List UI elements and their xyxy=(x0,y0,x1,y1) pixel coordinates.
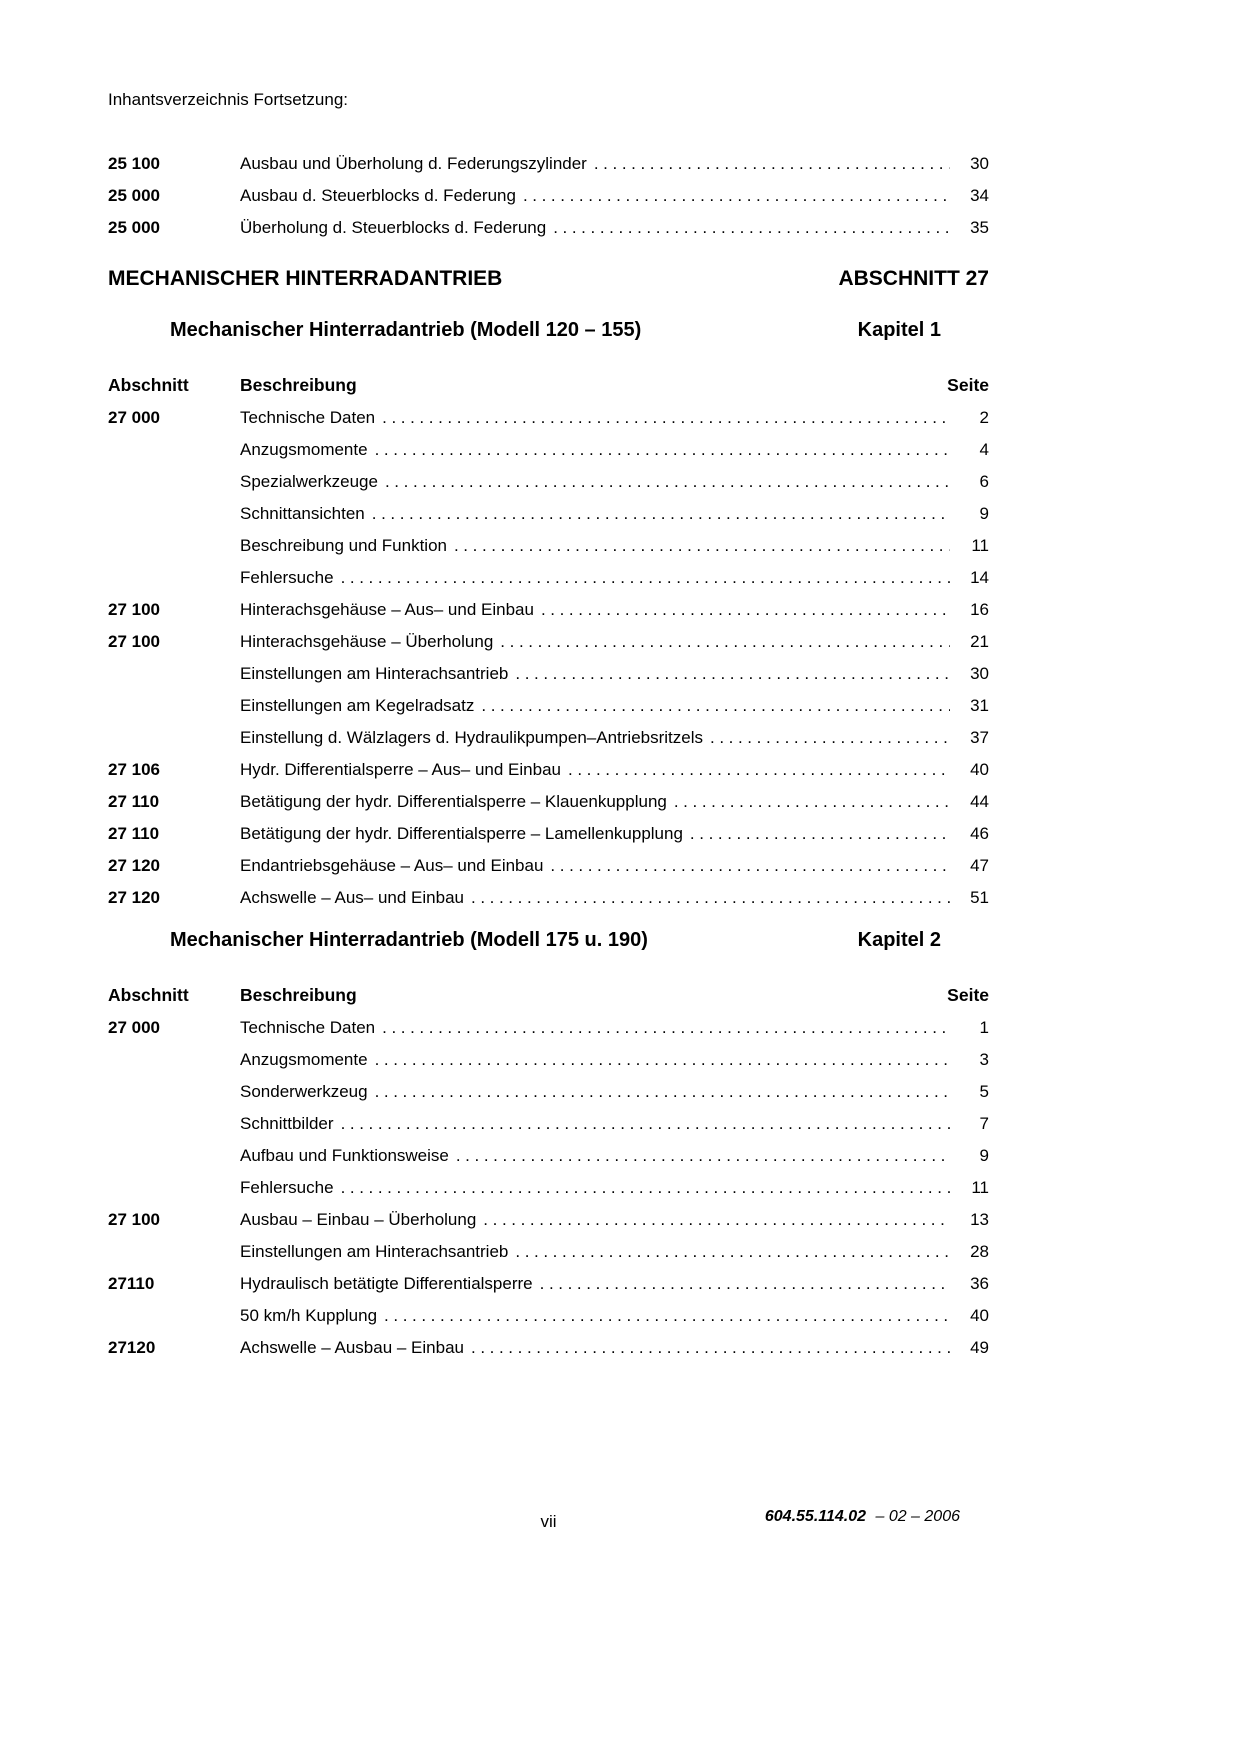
page-number: 40 xyxy=(970,760,989,779)
toc-row xyxy=(108,1172,989,1204)
column-header-beschreibung: Beschreibung xyxy=(240,985,357,1005)
entry-description: Schnittansichten xyxy=(240,504,365,523)
toc-row xyxy=(108,1012,989,1044)
page-number: 40 xyxy=(970,1306,989,1325)
chapter-1-column-headers xyxy=(108,368,989,402)
section-code: 25 000 xyxy=(108,186,160,205)
entry-description: Aufbau und Funktionsweise xyxy=(240,1146,449,1165)
page-number: 21 xyxy=(970,632,989,651)
dot-leader xyxy=(341,562,950,594)
doc-reference xyxy=(765,1508,960,1526)
toc-row xyxy=(108,722,989,754)
toc-row xyxy=(108,1076,989,1108)
page-number: 30 xyxy=(970,664,989,683)
page-number: 47 xyxy=(970,856,989,875)
page-number: 11 xyxy=(971,536,989,555)
entry-description: Einstellungen am Kegelradsatz xyxy=(240,696,475,715)
toc-row xyxy=(108,850,989,882)
page-number: 49 xyxy=(970,1338,989,1357)
entry-description: Anzugsmomente xyxy=(240,440,368,459)
page-number: 6 xyxy=(979,472,989,491)
page-number: 9 xyxy=(979,1146,989,1165)
dot-leader xyxy=(382,402,950,434)
chapter-2-kapitel: Kapitel 2 xyxy=(857,929,941,951)
toc-row xyxy=(108,658,989,690)
section-code: 25 000 xyxy=(108,218,160,237)
page-number: 13 xyxy=(970,1210,989,1229)
toc-row xyxy=(108,1332,989,1364)
page-number: 37 xyxy=(970,728,989,747)
page-number: 1 xyxy=(979,1018,989,1037)
page-number: 31 xyxy=(970,696,989,715)
toc-row xyxy=(108,690,989,722)
entry-description: Fehlersuche xyxy=(240,568,334,587)
dot-leader xyxy=(500,626,950,658)
dot-leader xyxy=(454,530,950,562)
toc-intro-rows xyxy=(108,148,989,244)
page-number: 2 xyxy=(979,408,989,427)
toc-row xyxy=(108,1204,989,1236)
entry-description: Spezialwerkzeuge xyxy=(240,472,378,491)
dot-leader xyxy=(515,1236,950,1268)
section-code: 25 100 xyxy=(108,154,160,173)
entry-description: Achswelle – Aus– und Einbau xyxy=(240,888,464,907)
dot-leader xyxy=(372,498,950,530)
dot-leader xyxy=(471,1332,950,1364)
section-code: 27 100 xyxy=(108,600,160,619)
toc-row xyxy=(108,1044,989,1076)
entry-description: Einstellungen am Hinterachsantrieb xyxy=(240,1242,509,1261)
entry-description: Ausbau d. Steuerblocks d. Federung xyxy=(240,186,516,205)
toc-row xyxy=(108,818,989,850)
toc-row xyxy=(108,434,989,466)
entry-description: Anzugsmomente xyxy=(240,1050,368,1069)
entry-description: Ausbau und Überholung d. Federungszylinder xyxy=(240,154,587,173)
page-number: 46 xyxy=(970,824,989,843)
toc-row xyxy=(108,786,989,818)
page-number: 16 xyxy=(970,600,989,619)
section-code: 27120 xyxy=(108,1338,156,1357)
dot-leader xyxy=(384,1300,950,1332)
doc-reference-number: 604.55.114.02 xyxy=(764,1508,867,1525)
column-header-seite: Seite xyxy=(947,375,989,395)
dot-leader xyxy=(385,466,950,498)
toc-row xyxy=(108,882,989,914)
entry-description: Ausbau – Einbau – Überholung xyxy=(240,1210,477,1229)
toc-rows-chapter-1 xyxy=(108,402,989,914)
section-code: 27 100 xyxy=(108,1210,160,1229)
entry-description: Hydr. Differentialsperre – Aus– und Einbau xyxy=(240,760,561,779)
toc-row xyxy=(108,1140,989,1172)
chapter-1-heading xyxy=(108,318,989,342)
page-number: 35 xyxy=(970,218,989,237)
section-code: 27 000 xyxy=(108,1018,160,1037)
dot-leader xyxy=(515,658,950,690)
page-number: 44 xyxy=(970,792,989,811)
dot-leader xyxy=(375,434,950,466)
chapter-2-heading xyxy=(108,928,989,952)
entry-description: Technische Daten xyxy=(240,1018,376,1037)
page-number: 11 xyxy=(971,1178,989,1197)
dot-leader xyxy=(690,818,950,850)
chapter-1-title: Mechanischer Hinterradantrieb (Modell 120 – 155) xyxy=(170,319,642,341)
toc-row xyxy=(108,754,989,786)
column-header-seite: Seite xyxy=(947,985,989,1005)
entry-description: Einstellungen am Hinterachsantrieb xyxy=(240,664,509,683)
toc-rows-chapter-2 xyxy=(108,1012,989,1364)
page-number: 7 xyxy=(979,1114,989,1133)
toc-row xyxy=(108,562,989,594)
toc-continuation-label: Inhantsverzeichnis Fortsetzung: xyxy=(108,90,349,109)
dot-leader xyxy=(341,1172,950,1204)
dot-leader xyxy=(594,148,950,180)
dot-leader xyxy=(341,1108,950,1140)
toc-row xyxy=(108,530,989,562)
dot-leader xyxy=(674,786,950,818)
section-code: 27110 xyxy=(108,1274,155,1293)
page-number: 51 xyxy=(970,888,989,907)
entry-description: Endantriebsgehäuse – Aus– und Einbau xyxy=(240,856,544,875)
entry-description: Einstellung d. Wälzlagers d. Hydraulikpumpen–Antriebsritzels xyxy=(240,728,703,747)
entry-description: Hinterachsgehäuse – Überholung xyxy=(240,632,494,651)
page-number: 36 xyxy=(970,1274,989,1293)
toc-row xyxy=(108,466,989,498)
entry-description: Betätigung der hydr. Differentialsperre – Lamellenkupplung xyxy=(240,824,683,843)
toc-row xyxy=(108,148,989,180)
page-number: 5 xyxy=(979,1082,989,1101)
entry-description: Hydraulisch betätigte Differentialsperre xyxy=(240,1274,533,1293)
entry-description: Sonderwerkzeug xyxy=(240,1082,368,1101)
page-number: 14 xyxy=(970,568,989,587)
chapter-2-title: Mechanischer Hinterradantrieb (Modell 175 u. 190) xyxy=(170,929,648,951)
entry-description: 50 km/h Kupplung xyxy=(240,1306,378,1325)
dot-leader xyxy=(481,690,950,722)
section-code: 27 110 xyxy=(108,792,160,811)
chapter-1-kapitel: Kapitel 1 xyxy=(857,319,941,341)
dot-leader xyxy=(471,882,950,914)
column-header-abschnitt: Abschnitt xyxy=(108,985,189,1005)
section-number: ABSCHNITT 27 xyxy=(838,267,989,290)
entry-description: Betätigung der hydr. Differentialsperre – Klauenkupplung xyxy=(240,792,667,811)
toc-row xyxy=(108,594,989,626)
toc-row xyxy=(108,1236,989,1268)
dot-leader xyxy=(541,594,950,626)
dot-leader xyxy=(553,212,950,244)
dot-leader xyxy=(523,180,950,212)
section-title: MECHANISCHER HINTERRADANTRIEB xyxy=(108,267,503,290)
dot-leader xyxy=(375,1076,950,1108)
section-code: 27 106 xyxy=(108,760,160,779)
dot-leader xyxy=(540,1268,950,1300)
column-header-abschnitt: Abschnitt xyxy=(108,375,189,395)
entry-description: Achswelle – Ausbau – Einbau xyxy=(240,1338,464,1357)
page-folio: vii xyxy=(540,1512,557,1531)
column-header-beschreibung: Beschreibung xyxy=(240,375,357,395)
page-number: 3 xyxy=(979,1050,989,1069)
dot-leader xyxy=(483,1204,950,1236)
entry-description: Beschreibung und Funktion xyxy=(240,536,447,555)
entry-description: Hinterachsgehäuse – Aus– und Einbau xyxy=(240,600,534,619)
dot-leader xyxy=(456,1140,950,1172)
toc-row xyxy=(108,1108,989,1140)
dot-leader xyxy=(568,754,950,786)
page-number: 34 xyxy=(970,186,989,205)
page-number: 4 xyxy=(979,440,989,459)
chapter-2-column-headers xyxy=(108,978,989,1012)
section-code: 27 110 xyxy=(108,824,160,843)
dot-leader xyxy=(375,1044,950,1076)
toc-row xyxy=(108,212,989,244)
toc-row xyxy=(108,180,989,212)
toc-row xyxy=(108,626,989,658)
toc-row xyxy=(108,402,989,434)
document-page xyxy=(108,90,989,1364)
page-number: 28 xyxy=(970,1242,989,1261)
dot-leader xyxy=(550,850,950,882)
entry-description: Schnittbilder xyxy=(240,1114,334,1133)
toc-row xyxy=(108,1300,989,1332)
dot-leader xyxy=(710,722,950,754)
section-code: 27 120 xyxy=(108,856,160,875)
section-code: 27 000 xyxy=(108,408,160,427)
dot-leader xyxy=(382,1012,950,1044)
entry-description: Überholung d. Steuerblocks d. Federung xyxy=(240,218,547,237)
toc-row xyxy=(108,498,989,530)
entry-description: Technische Daten xyxy=(240,408,376,427)
section-code: 27 120 xyxy=(108,888,160,907)
entry-description: Fehlersuche xyxy=(240,1178,334,1197)
toc-row xyxy=(108,1268,989,1300)
page-number: 30 xyxy=(970,154,989,173)
section-heading xyxy=(108,266,989,292)
page-number: 9 xyxy=(979,504,989,523)
section-code: 27 100 xyxy=(108,632,160,651)
doc-reference-date: – 02 – 2006 xyxy=(875,1508,960,1525)
